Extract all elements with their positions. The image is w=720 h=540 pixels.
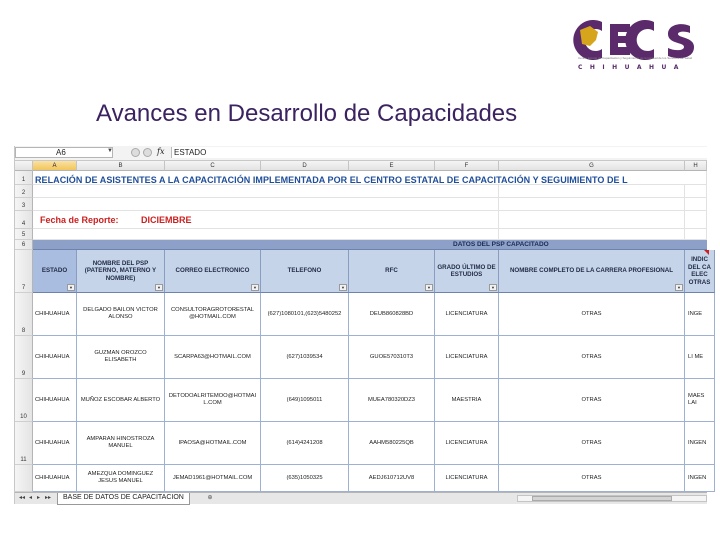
first-sheet-icon[interactable]: ◂◂ — [19, 495, 26, 501]
horizontal-scrollbar[interactable] — [517, 495, 707, 502]
row-header[interactable]: 9 — [15, 336, 33, 379]
cell-carrera[interactable]: OTRAS — [499, 293, 685, 336]
column-header-h[interactable]: H — [685, 161, 707, 171]
formula-input[interactable]: ESTADO — [171, 147, 710, 158]
cell-carrera[interactable]: OTRAS — [499, 465, 685, 492]
cell-grado[interactable]: LICENCIATURA — [435, 293, 499, 336]
header-correo: CORREO ELECTRONICO ▼ — [165, 250, 261, 293]
cell-estado[interactable]: CHIHUAHUA — [33, 293, 77, 336]
row-header[interactable]: 11 — [15, 422, 33, 465]
cell-nombre[interactable]: AMPARAN HINOSTROZA MANUEL — [77, 422, 165, 465]
cell-rfc[interactable]: AAHM580225QB — [349, 422, 435, 465]
cell-telefono[interactable]: (635)1050325 — [261, 465, 349, 492]
name-box-value: A6 — [56, 148, 66, 157]
sheet-tab-bar — [15, 492, 707, 504]
report-date-label: Fecha de Reporte: — [40, 215, 119, 225]
chevron-down-icon[interactable]: ▼ — [107, 148, 113, 154]
row-header[interactable]: 2 — [15, 185, 33, 198]
sheet-title: RELACIÓN DE ASISTENTES A LA CAPACITACIÓN IMPLEMENTADA POR EL CENTRO ESTATAL DE CAPACITACIÓN Y SEGUIMIENTO DE L — [35, 175, 628, 185]
prev-sheet-icon[interactable]: ◂ — [29, 495, 33, 501]
header-rfc: RFC ▼ — [349, 250, 435, 293]
sheet-tab-active[interactable]: BASE DE DATOS DE CAPACITACION — [57, 493, 190, 505]
filter-dropdown-icon[interactable]: ▼ — [155, 284, 163, 291]
cell-carrera[interactable]: OTRAS — [499, 379, 685, 422]
new-sheet-icon[interactable]: ⊕ — [207, 495, 213, 501]
last-sheet-icon[interactable]: ▸▸ — [45, 495, 52, 501]
cell-nombre[interactable]: GUZMAN OROZCO ELISABETH — [77, 336, 165, 379]
cancel-icon[interactable] — [131, 148, 140, 157]
enter-icon[interactable] — [143, 148, 152, 157]
logo-state-text: CHIHUAHUA — [578, 64, 686, 71]
cell-otras[interactable]: LI ME — [685, 336, 715, 379]
logo-tagline: Centro Estatal de Capacitación y Seguimiento de la Calidad de los Servicios de Salud — [578, 56, 693, 60]
row-header[interactable]: 1 — [15, 171, 33, 185]
cell-otras[interactable]: INGEN — [685, 422, 715, 465]
cell-telefono[interactable]: (627)1080101,(623)5480252 — [261, 293, 349, 336]
cell-correo[interactable]: DETODOALRITEMOO@HOTMAI L.COM — [165, 379, 261, 422]
next-sheet-icon[interactable]: ▸ — [37, 495, 41, 501]
cell-otras[interactable]: INGE — [685, 293, 715, 336]
cell-correo[interactable]: IPAOSA@HOTMAIL.COM — [165, 422, 261, 465]
row-header[interactable]: 4 — [15, 211, 33, 229]
header-nombre: NOMBRE DEL PSP (PATERNO, MATERNO Y NOMBRE) ▼ — [77, 250, 165, 293]
cell-telefono[interactable]: (627)1039534 — [261, 336, 349, 379]
header-band — [33, 240, 707, 250]
header-grado: GRADO ÚLTIMO DE ESTUDIOS ▼ — [435, 250, 499, 293]
fx-icon[interactable]: fx — [157, 147, 165, 156]
filter-dropdown-icon[interactable]: ▼ — [425, 284, 433, 291]
column-header-b[interactable]: B — [77, 161, 165, 171]
filter-dropdown-icon[interactable]: ▼ — [251, 284, 259, 291]
header-carrera: NOMBRE COMPLETO DE LA CARRERA PROFESIONAL ▼ — [499, 250, 685, 293]
cell-rfc[interactable]: GUOE570310T3 — [349, 336, 435, 379]
filter-dropdown-icon[interactable]: ▼ — [339, 284, 347, 291]
header-telefono: TELEFONO ▼ — [261, 250, 349, 293]
cell-carrera[interactable]: OTRAS — [499, 422, 685, 465]
cell-grado[interactable]: LICENCIATURA — [435, 422, 499, 465]
row-header[interactable]: 6 — [15, 240, 33, 250]
cell-carrera[interactable]: OTRAS — [499, 336, 685, 379]
cell-rfc[interactable]: DEUB860828BD — [349, 293, 435, 336]
header-estado: ESTADO ▼ — [33, 250, 77, 293]
row-header[interactable]: 5 — [15, 229, 33, 240]
column-header-g[interactable]: G — [499, 161, 685, 171]
column-header-e[interactable]: E — [349, 161, 435, 171]
cell-otras[interactable]: INGEN — [685, 465, 715, 492]
cell-nombre[interactable]: AMEZQUA DOMINGUEZ JESUS MANUEL — [77, 465, 165, 492]
cell-correo[interactable]: JEMAD1961@HOTMAIL.COM — [165, 465, 261, 492]
column-header-f[interactable]: F — [435, 161, 499, 171]
grid-cell — [499, 185, 685, 240]
cell-grado[interactable]: LICENCIATURA — [435, 465, 499, 492]
comment-indicator-icon — [704, 250, 709, 255]
report-date-value: DICIEMBRE — [141, 215, 192, 225]
select-all-corner[interactable] — [15, 161, 33, 171]
column-header-a[interactable]: A — [33, 161, 77, 171]
band-label: DATOS DEL PSP CAPACITADO — [453, 241, 549, 248]
cell-grado[interactable]: LICENCIATURA — [435, 336, 499, 379]
row-header[interactable]: 7 — [15, 250, 33, 293]
slide-title: Avances en Desarrollo de Capacidades — [96, 100, 518, 127]
cell-otras[interactable]: MAES LAI — [685, 379, 715, 422]
name-box[interactable] — [15, 147, 113, 158]
column-header-c[interactable]: C — [165, 161, 261, 171]
cell-telefono[interactable]: (649)1095011 — [261, 379, 349, 422]
cell-correo[interactable]: SCARPA63@HOTMAIL.COM — [165, 336, 261, 379]
cell-rfc[interactable]: AEDJ610712UV8 — [349, 465, 435, 492]
row-header[interactable]: 3 — [15, 198, 33, 211]
column-header-d[interactable]: D — [261, 161, 349, 171]
cell-grado[interactable]: MAESTRIA — [435, 379, 499, 422]
cell-correo[interactable]: CONSULTORAGROTORESTAL @HOTMAIL.COM — [165, 293, 261, 336]
row-header[interactable]: 8 — [15, 293, 33, 336]
cell-nombre[interactable]: DELGADO BAILON VICTOR ALONSO — [77, 293, 165, 336]
cell-nombre[interactable]: MUÑOZ ESCOBAR ALBERTO — [77, 379, 165, 422]
cell-estado[interactable]: CHIHUAHUA — [33, 336, 77, 379]
spreadsheet — [14, 146, 711, 504]
logo-wordmark — [573, 20, 694, 60]
grid-cell — [435, 185, 499, 240]
cell-telefono[interactable]: (614)4241208 — [261, 422, 349, 465]
filter-dropdown-icon[interactable]: ▼ — [675, 284, 683, 291]
cell-rfc[interactable]: MUEA780320DZ3 — [349, 379, 435, 422]
filter-dropdown-icon[interactable]: ▼ — [489, 284, 497, 291]
header-otras: INDIC DEL CA ELEC OTRAS — [685, 250, 715, 293]
cell-estado[interactable]: CHIHUAHUA — [33, 422, 77, 465]
formula-bar — [15, 146, 707, 161]
filter-dropdown-icon[interactable]: ▼ — [67, 284, 75, 291]
row-header[interactable] — [15, 465, 33, 492]
cell-estado[interactable]: CHIHUAHUA — [33, 379, 77, 422]
cell-estado[interactable]: CHIHUAHUA — [33, 465, 77, 492]
row-header[interactable]: 10 — [15, 379, 33, 422]
scrollbar-thumb[interactable] — [532, 496, 672, 501]
